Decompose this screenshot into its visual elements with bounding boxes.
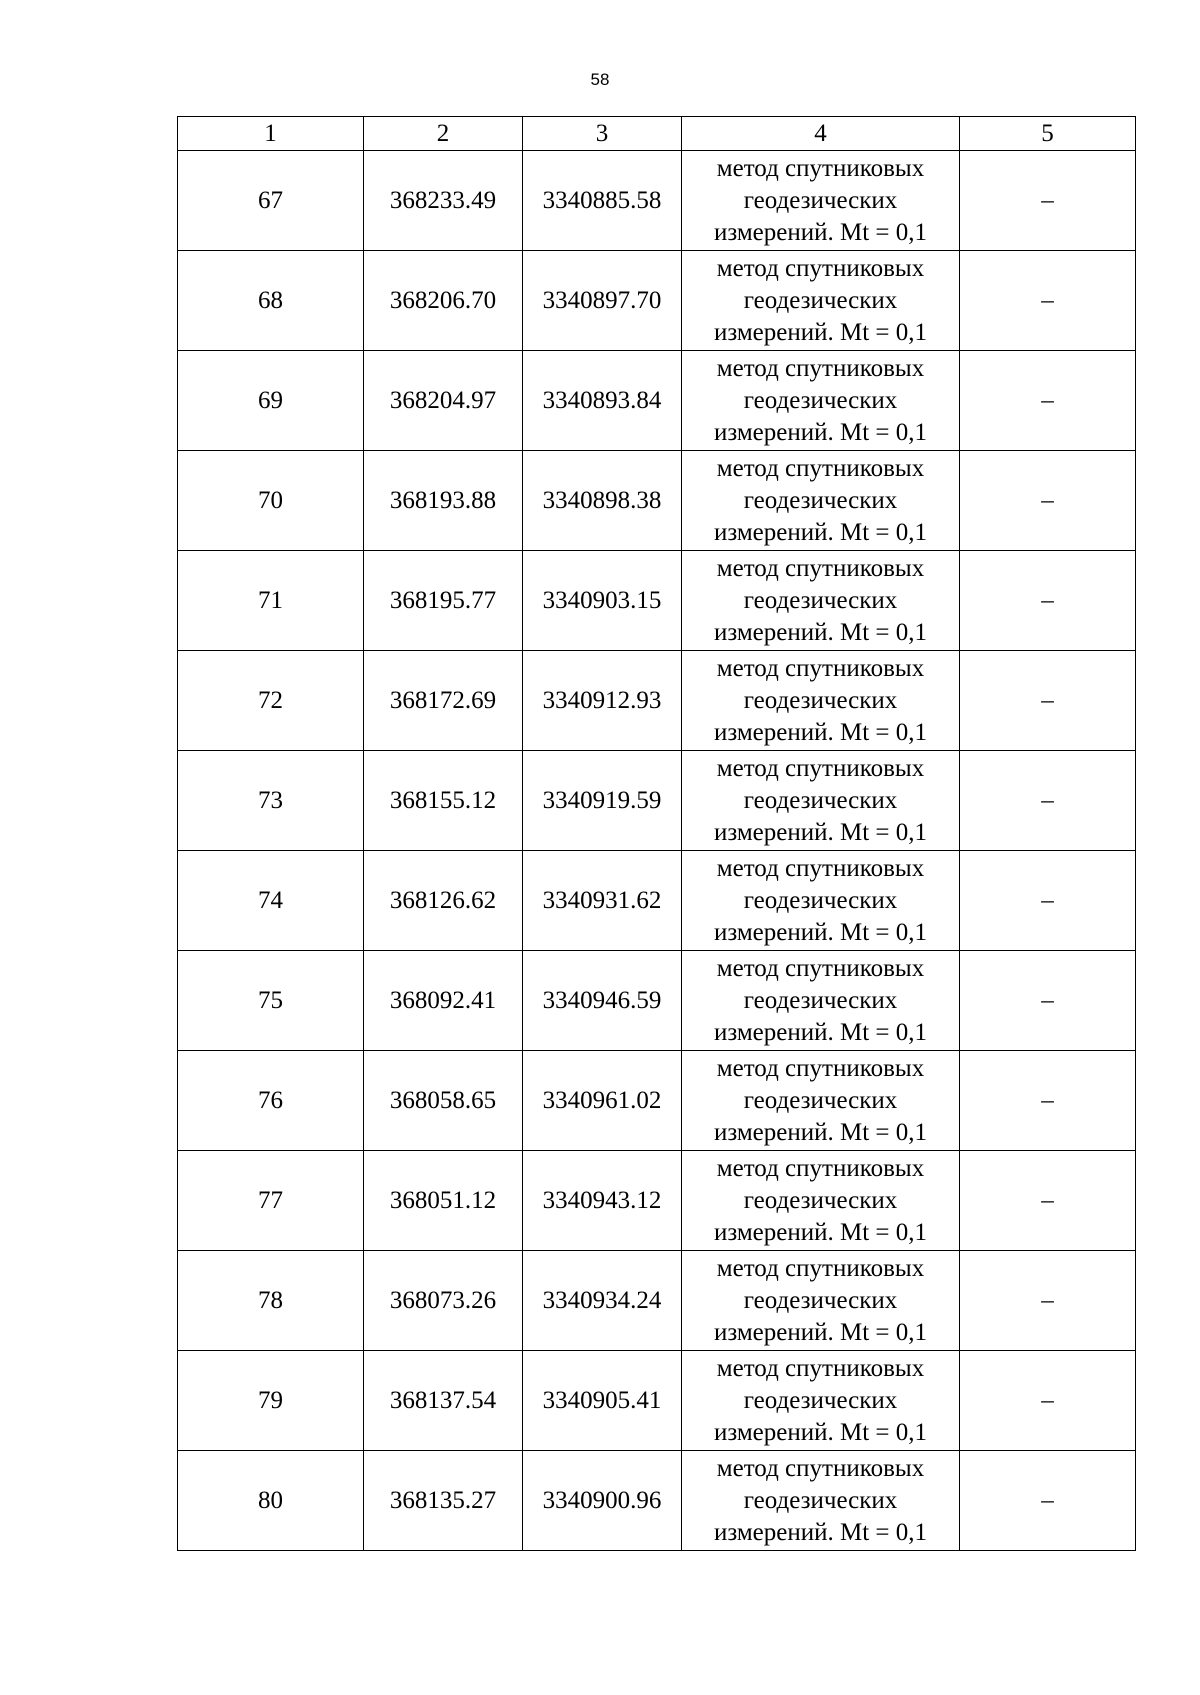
- method-line: метод спутниковых: [716, 1054, 925, 1082]
- y-coordinate-cell: 3340961.02: [523, 1051, 682, 1151]
- note-cell: –: [960, 1151, 1136, 1251]
- x-coordinate-cell: 368206.70: [364, 251, 523, 351]
- note-cell: –: [960, 651, 1136, 751]
- method-line: геодезических: [743, 886, 898, 914]
- point-number-cell: 80: [178, 1451, 364, 1551]
- x-coordinate-cell: 368137.54: [364, 1351, 523, 1451]
- method-cell: [682, 1051, 960, 1151]
- y-coordinate-cell: 3340897.70: [523, 251, 682, 351]
- method-line: метод спутниковых: [716, 854, 925, 882]
- method-line: измерений. Mt = 0,1: [713, 518, 928, 546]
- method-line: геодезических: [743, 786, 898, 814]
- point-number-cell: 73: [178, 751, 364, 851]
- method-line: метод спутниковых: [716, 754, 925, 782]
- method-cell: [682, 251, 960, 351]
- y-coordinate-cell: 3340912.93: [523, 651, 682, 751]
- y-coordinate-cell: 3340943.12: [523, 1151, 682, 1251]
- table-row: [178, 551, 1136, 651]
- method-line: метод спутниковых: [716, 454, 925, 482]
- table-row: [178, 751, 1136, 851]
- point-number-cell: 69: [178, 351, 364, 451]
- x-coordinate-cell: 368126.62: [364, 851, 523, 951]
- note-cell: –: [960, 1351, 1136, 1451]
- method-line: геодезических: [743, 1086, 898, 1114]
- y-coordinate-cell: 3340919.59: [523, 751, 682, 851]
- method-cell: [682, 351, 960, 451]
- method-line: измерений. Mt = 0,1: [713, 1418, 928, 1446]
- x-coordinate-cell: 368195.77: [364, 551, 523, 651]
- method-line: измерений. Mt = 0,1: [713, 1518, 928, 1546]
- method-line: измерений. Mt = 0,1: [713, 418, 928, 446]
- point-number-cell: 70: [178, 451, 364, 551]
- note-cell: –: [960, 251, 1136, 351]
- x-coordinate-cell: 368172.69: [364, 651, 523, 751]
- point-number-cell: 72: [178, 651, 364, 751]
- table-row: [178, 351, 1136, 451]
- method-line: измерений. Mt = 0,1: [713, 318, 928, 346]
- point-number-cell: 75: [178, 951, 364, 1051]
- method-line: измерений. Mt = 0,1: [713, 818, 928, 846]
- note-cell: –: [960, 551, 1136, 651]
- table-row: [178, 1051, 1136, 1151]
- method-line: метод спутниковых: [716, 1154, 925, 1182]
- y-coordinate-cell: 3340905.41: [523, 1351, 682, 1451]
- method-line: геодезических: [743, 286, 898, 314]
- y-coordinate-cell: 3340903.15: [523, 551, 682, 651]
- note-cell: –: [960, 1251, 1136, 1351]
- method-line: измерений. Mt = 0,1: [713, 1318, 928, 1346]
- method-cell: [682, 751, 960, 851]
- coordinates-table: [177, 116, 1136, 1551]
- method-line: метод спутниковых: [716, 354, 925, 382]
- note-cell: –: [960, 751, 1136, 851]
- method-line: геодезических: [743, 1286, 898, 1314]
- method-line: метод спутниковых: [716, 254, 925, 282]
- method-line: метод спутниковых: [716, 1354, 925, 1382]
- method-line: измерений. Mt = 0,1: [713, 218, 928, 246]
- method-cell: [682, 951, 960, 1051]
- point-number-cell: 71: [178, 551, 364, 651]
- point-number-cell: 77: [178, 1151, 364, 1251]
- method-line: метод спутниковых: [716, 1254, 925, 1282]
- header-col-3: 3: [523, 117, 682, 151]
- y-coordinate-cell: 3340898.38: [523, 451, 682, 551]
- header-col-1: 1: [178, 117, 364, 151]
- table-row: [178, 1351, 1136, 1451]
- table-header: [178, 117, 1136, 151]
- x-coordinate-cell: 368051.12: [364, 1151, 523, 1251]
- header-col-5: 5: [960, 117, 1136, 151]
- x-coordinate-cell: 368092.41: [364, 951, 523, 1051]
- header-row: [178, 117, 1136, 151]
- method-line: геодезических: [743, 486, 898, 514]
- x-coordinate-cell: 368058.65: [364, 1051, 523, 1151]
- x-coordinate-cell: 368135.27: [364, 1451, 523, 1551]
- method-cell: [682, 451, 960, 551]
- point-number-cell: 79: [178, 1351, 364, 1451]
- method-cell: [682, 651, 960, 751]
- method-line: геодезических: [743, 686, 898, 714]
- x-coordinate-cell: 368155.12: [364, 751, 523, 851]
- x-coordinate-cell: 368193.88: [364, 451, 523, 551]
- method-cell: [682, 851, 960, 951]
- note-cell: –: [960, 1051, 1136, 1151]
- method-line: геодезических: [743, 186, 898, 214]
- method-line: геодезических: [743, 1486, 898, 1514]
- method-line: измерений. Mt = 0,1: [713, 1118, 928, 1146]
- y-coordinate-cell: 3340946.59: [523, 951, 682, 1051]
- table-row: [178, 151, 1136, 251]
- method-line: геодезических: [743, 1386, 898, 1414]
- method-cell: [682, 151, 960, 251]
- method-line: геодезических: [743, 386, 898, 414]
- x-coordinate-cell: 368204.97: [364, 351, 523, 451]
- method-line: измерений. Mt = 0,1: [713, 1218, 928, 1246]
- method-line: измерений. Mt = 0,1: [713, 918, 928, 946]
- table-row: [178, 1451, 1136, 1551]
- method-line: метод спутниковых: [716, 654, 925, 682]
- header-col-4: 4: [682, 117, 960, 151]
- point-number-cell: 78: [178, 1251, 364, 1351]
- table-row: [178, 951, 1136, 1051]
- method-cell: [682, 1451, 960, 1551]
- point-number-cell: 68: [178, 251, 364, 351]
- table-row: [178, 451, 1136, 551]
- y-coordinate-cell: 3340934.24: [523, 1251, 682, 1351]
- note-cell: –: [960, 851, 1136, 951]
- method-cell: [682, 1351, 960, 1451]
- note-cell: –: [960, 951, 1136, 1051]
- method-line: метод спутниковых: [716, 954, 925, 982]
- header-col-2: 2: [364, 117, 523, 151]
- method-line: метод спутниковых: [716, 154, 925, 182]
- method-line: метод спутниковых: [716, 1454, 925, 1482]
- note-cell: –: [960, 1451, 1136, 1551]
- method-cell: [682, 1151, 960, 1251]
- method-cell: [682, 1251, 960, 1351]
- table-row: [178, 1251, 1136, 1351]
- x-coordinate-cell: 368073.26: [364, 1251, 523, 1351]
- y-coordinate-cell: 3340900.96: [523, 1451, 682, 1551]
- method-line: измерений. Mt = 0,1: [713, 718, 928, 746]
- method-line: метод спутниковых: [716, 554, 925, 582]
- point-number-cell: 76: [178, 1051, 364, 1151]
- method-line: измерений. Mt = 0,1: [713, 618, 928, 646]
- table-row: [178, 651, 1136, 751]
- method-line: геодезических: [743, 986, 898, 1014]
- note-cell: –: [960, 151, 1136, 251]
- page-number: 58: [590, 70, 610, 89]
- point-number-cell: 74: [178, 851, 364, 951]
- table-body: [178, 151, 1136, 1551]
- y-coordinate-cell: 3340885.58: [523, 151, 682, 251]
- point-number-cell: 67: [178, 151, 364, 251]
- table-row: [178, 851, 1136, 951]
- table-row: [178, 251, 1136, 351]
- x-coordinate-cell: 368233.49: [364, 151, 523, 251]
- y-coordinate-cell: 3340893.84: [523, 351, 682, 451]
- method-cell: [682, 551, 960, 651]
- note-cell: –: [960, 451, 1136, 551]
- method-line: измерений. Mt = 0,1: [713, 1018, 928, 1046]
- method-line: геодезических: [743, 586, 898, 614]
- y-coordinate-cell: 3340931.62: [523, 851, 682, 951]
- table-row: [178, 1151, 1136, 1251]
- method-line: геодезических: [743, 1186, 898, 1214]
- note-cell: –: [960, 351, 1136, 451]
